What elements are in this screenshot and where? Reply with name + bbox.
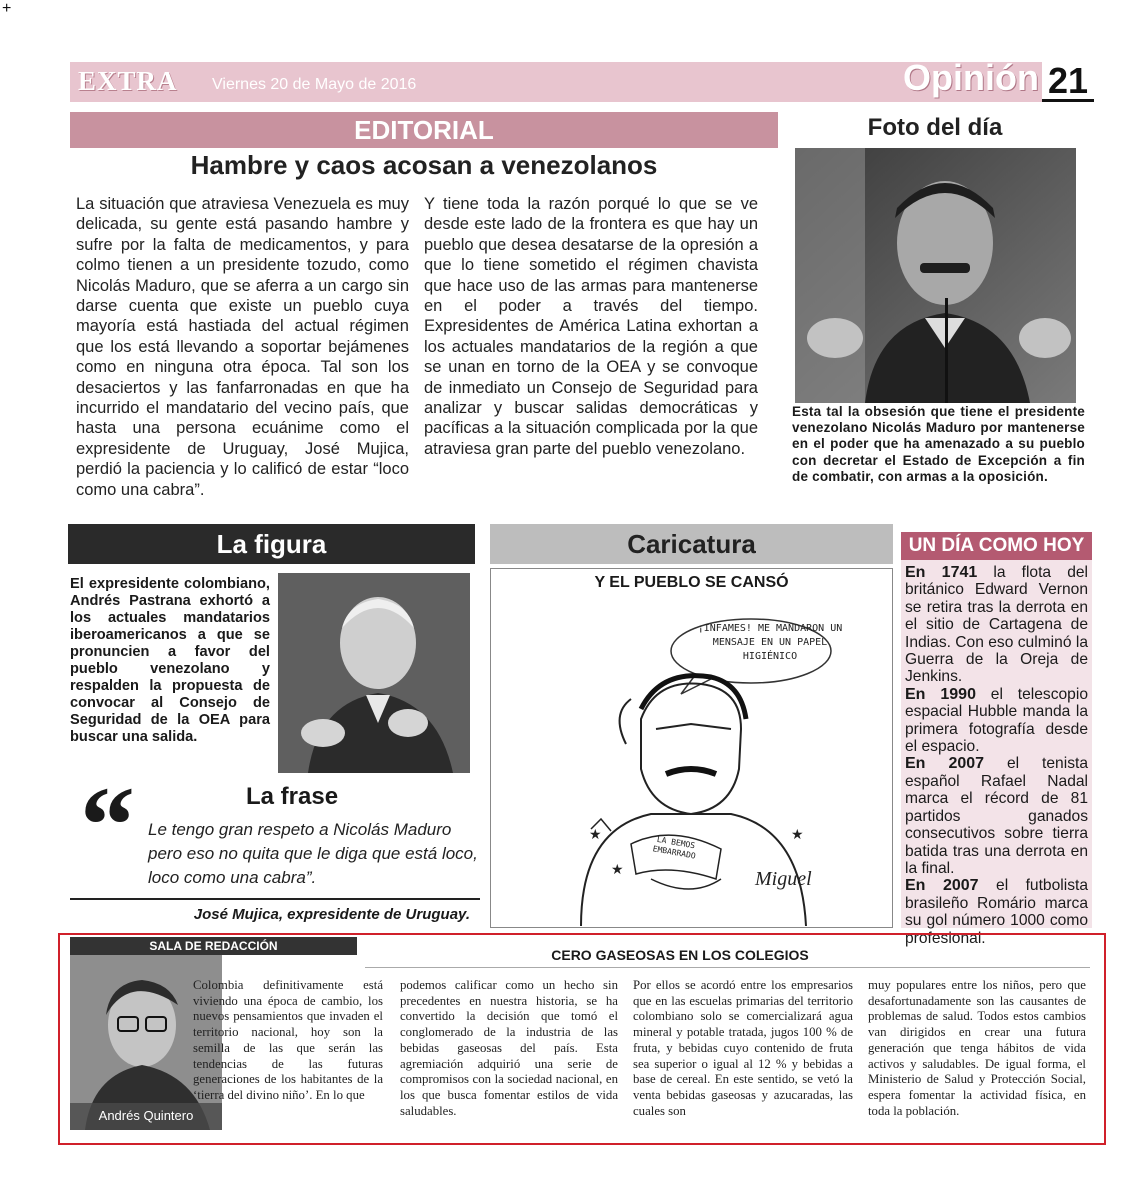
editorial-headline: Hambre y caos acosan a venezolanos — [190, 150, 658, 180]
un-dia-como-hoy-text — [905, 564, 1088, 947]
cartoon-speech-bubble: ¡INFAMES! ME MANDARON UN MENSAJE EN UN PAPEL HIGIÉNICO — [697, 623, 843, 662]
editorial-column-2: Y tiene toda la razón porqué lo que se ve desde este lado de la frontera es que hay un pueblo que desea desatarse de la opresión a que lo tiene sometido el régimen chavista que hace uso de las armas para mantenerse en el poder a través del tiempo. Expresidentes de América Latina exhortan a los actuales mandatarios de la región a que se unan en torno de la OEA y se convoque de inmediato un Consejo de Seguridad para analizar y buscar salidas democráticas y pacíficas a la situación complicada por la que atraviesa gran parte del pueblo venezolano. — [424, 195, 758, 458]
section-name: Opinión — [903, 57, 1039, 98]
editorial-column-1: La situación que atraviesa Venezuela es muy delicada, su gente está pasando hambre y sufre por la falta de medicamentos, y para colmo tienen a un presidente tozudo, como Nicolás Maduro, que se aferra a un cargo sin darse cuenta que existe un pueblo cuya mayoría está hastiada del actual régimen que los está llevando a soportar bejámenes como en ninguna otra época. Tal son los desaciertos y las fanfarronadas en que ha incurrido el mandatario del vecino país, que hasta una persona ecuánime como el expresidente de Uruguay, José Mujica, perdió la paciencia y lo calificó de estar “loco como una cabra”. — [76, 195, 409, 499]
quote-mark-icon: “ — [80, 764, 135, 886]
la-frase-title: La frase — [246, 783, 339, 810]
cartoon-paper-text: LA BEMOS EMBARRADO — [652, 834, 697, 861]
la-frase-text: Le tengo gran respeto a Nicolás Maduro pero eso no quita que le diga que está loco, loco como una cabra”. — [148, 820, 478, 887]
cartoon-title: Y EL PUEBLO SE CANSÓ — [594, 574, 789, 591]
foto-del-dia-photo — [795, 148, 1076, 403]
la-figura-text: El expresidente colombiano, Andrés Pastrana exhortó a los actuales mandatarios iberoamericanos a que se pronuncien a favor del pueblo venezolano y respalden la propuesta de convocar al Consejo de Seguridad de la OEA para buscar una salida. — [70, 576, 270, 745]
page-number: 21 — [1042, 60, 1094, 102]
entry-year: En 1741 — [905, 564, 978, 581]
column-text-1: Colombia definitivamente está viviendo una época de cambio, los nuevos pensamientos que invaden el territorio nacional, hoy son la semilla de las que serán las tendencias de las futuras generaciones de los habitantes de la ‘tierra del divino niño’. En lo que — [193, 978, 383, 1102]
entry-year: En 1990 — [905, 685, 976, 703]
entry-year: En 2007 — [905, 755, 985, 773]
entry-text: el futbolista brasileño Romário marca su gol número 1000 como profesional. — [905, 877, 1089, 947]
column-headline-rule — [365, 967, 1090, 968]
sala-de-redaccion-label: SALA DE REDACCIÓN — [70, 937, 357, 955]
un-dia-como-hoy-label: UN DÍA COMO HOY — [901, 532, 1092, 560]
svg-text:★: ★ — [589, 827, 602, 843]
cartoonist-signature: Miguel — [755, 868, 812, 890]
la-frase-author: José Mujica, expresidente de Uruguay. — [193, 906, 470, 923]
entry-text: la flota del británico Edward Vernon se retira tras la derrota en el sitio de Cartagena de Indias. Con eso culminó la Guerra de la Oreja de Jenkins. — [905, 564, 1089, 686]
svg-text:★: ★ — [611, 862, 624, 878]
entry-year: En 2007 — [905, 877, 979, 895]
caricatura-label: Caricatura — [490, 524, 893, 564]
svg-text:★: ★ — [791, 827, 804, 843]
la-frase-divider — [70, 898, 480, 900]
editorial-label: EDITORIAL — [70, 112, 778, 148]
column-text-4: muy populares entre los niños, pero que desafortunadamente son las causantes de problemas de salud. Todos estos cambios van dirigidos en crear una futura generación que tenga hábitos de vida activos y saludables. De igual forma, el Ministerio de Salud y Protección Social, espera fomentar la actividad física, en toda la población. — [868, 978, 1086, 1118]
issue-date: Viernes 20 de Mayo de 2016 — [212, 76, 417, 93]
foto-del-dia-title: Foto del día — [867, 114, 1003, 141]
newspaper-logo: EXTRA — [78, 66, 178, 96]
la-figura-photo — [278, 573, 470, 773]
entry-text: el tenista español Rafael Nadal marca el récord de 81 partidos ganados consecutivos sobre tierra batida tras una derrota en la final. — [905, 755, 1089, 877]
foto-del-dia-caption: Esta tal la obsesión que tiene el presidente venezolano Nicolás Maduro por mantenerse en el poder que ha amenazado a su pueblo con decretar el Estado de Excepción a fin de combatir, con armas a la oposición. — [792, 404, 1085, 484]
author-name: Andrés Quintero — [98, 1108, 194, 1123]
crop-mark: + — [2, 0, 12, 17]
column-text-2: podemos calificar como un hecho sin precedentes en nuestra historia, se ha convertido la decisión que tomó el conglomerado de la industria de las bebidas gaseosas del país. Esta agremiación adquirió una serie de compromisos con la sociedad nacional, en los que busca fomentar estilos de vida saludables. — [400, 978, 618, 1118]
entry-text: el telescopio espacial Hubble manda la primera fotografía desde el espacio. — [905, 685, 1088, 756]
column-text-3: Por ellos se acordó entre los empresarios que en las escuelas primarias del territorio colombiano solo se comercializará agua mineral y potable tratada, jugos 100 % de fruta, y bebidas cuyo contenido de fruta sea superior o igual al 12 % y bebidas a base de cereal. En este sentido, se vetó la venta bebidas gaseosas y azucaradas, las cuales son — [633, 978, 853, 1118]
column-headline: CERO GASEOSAS EN LOS COLEGIOS — [551, 947, 809, 963]
la-figura-label: La figura — [68, 524, 475, 564]
